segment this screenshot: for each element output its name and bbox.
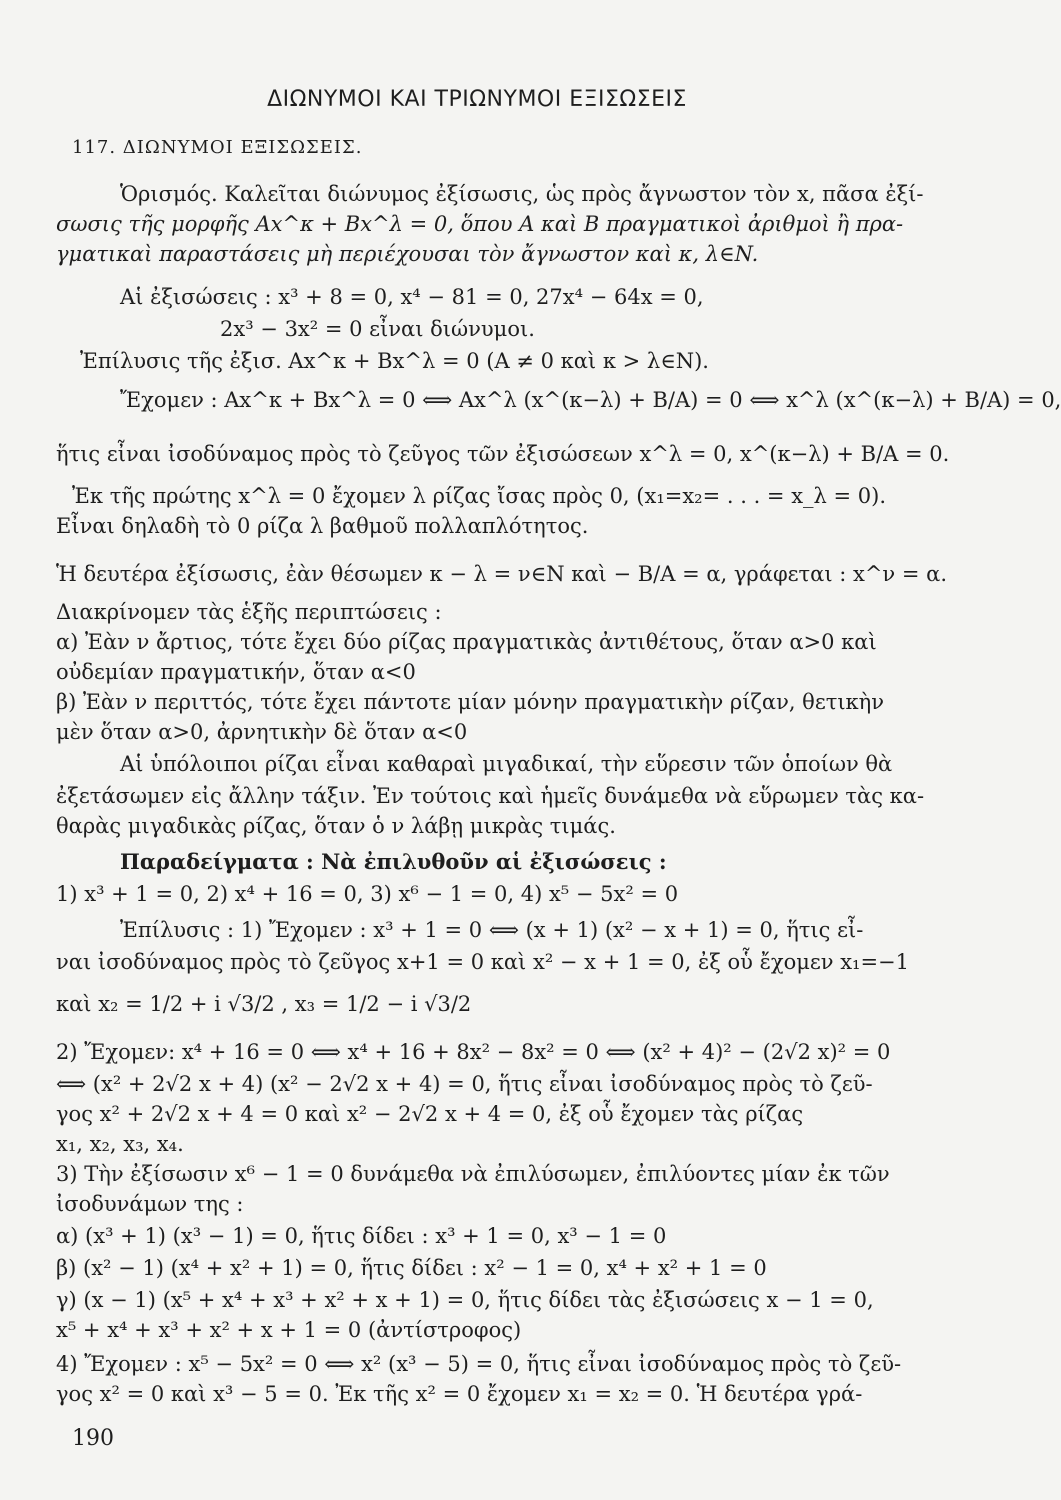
examples-line-2: 2x³ − 3x² = 0 εἶναι διώνυμοι. — [220, 317, 535, 341]
derivation-line-1: Ἔχομεν : Ax^κ + Bx^λ = 0 ⟺ Ax^λ (x^(κ−λ) + B/A) = 0 ⟺ x^λ (x^(κ−λ) + B/A) = 0, — [120, 388, 1061, 412]
solution-3-case-a: α) (x³ + 1) (x³ − 1) = 0, ἥτις δίδει : x³ + 1 = 0, x³ − 1 = 0 — [56, 1224, 667, 1248]
solution-4-line-2: γος x² = 0 καὶ x³ − 5 = 0. Ἐκ τῆς x² = 0 ἔχομεν x₁ = x₂ = 0. Ἡ δευτέρα γρά- — [56, 1382, 863, 1406]
derivation-line-5: Ἡ δευτέρα ἐξίσωσις, ἐὰν θέσωμεν κ − λ = ν∈N καὶ − B/A = α, γράφεται : x^ν = α. — [56, 562, 948, 586]
solution-4-line-1: 4) Ἔχομεν : x⁵ − 5x² = 0 ⟺ x² (x³ − 5) = 0, ἥτις εἶναι ἰσοδύναμος πρὸς τὸ ζεῦ- — [56, 1352, 902, 1376]
section-heading: 117. ΔΙΩΝΥΜΟΙ ΕΞΙΣΩΣΕΙΣ. — [72, 137, 363, 158]
case-b-line-1: β) Ἐὰν ν περιττός, τότε ἔχει πάντοτε μίαν μόνην πραγματικὴν ρίζαν, θετικὴν — [56, 690, 885, 714]
solution-2-line-3: γος x² + 2√2 x + 4 = 0 καὶ x² − 2√2 x + 4 = 0, ἐξ οὗ ἔχομεν τὰς ρίζας — [56, 1102, 804, 1126]
derivation-line-2: ἥτις εἶναι ἰσοδύναμος πρὸς τὸ ζεῦγος τῶν ἐξισώσεων x^λ = 0, x^(κ−λ) + B/A = 0. — [56, 442, 950, 466]
complex-note-line-1: Αἱ ὑπόλοιποι ρίζαι εἶναι καθαραὶ μιγαδικαί, τὴν εὕρεσιν τῶν ὁποίων θὰ — [120, 752, 893, 776]
solution-1-line-3: καὶ x₂ = 1/2 + i √3/2 , x₃ = 1/2 − i √3/2 — [56, 992, 472, 1016]
examples-line-1: Αἱ ἐξισώσεις : x³ + 8 = 0, x⁴ − 81 = 0, 27x⁴ − 64x = 0, — [120, 285, 704, 309]
complex-note-line-2: ἐξετάσωμεν εἰς ἄλλην τάξιν. Ἐν τούτοις καὶ ἡμεῖς δυνάμεθα νὰ εὕρωμεν τὰς κα- — [56, 784, 925, 808]
solution-2-line-1: 2) Ἔχομεν: x⁴ + 16 = 0 ⟺ x⁴ + 16 + 8x² − 8x² = 0 ⟺ (x² + 4)² − (2√2 x)² = 0 — [56, 1040, 891, 1064]
complex-note-line-3: θαρὰς μιγαδικὰς ρίζας, ὅταν ὁ ν λάβῃ μικρὰς τιμάς. — [56, 814, 616, 838]
examples-list: 1) x³ + 1 = 0, 2) x⁴ + 16 = 0, 3) x⁶ − 1 = 0, 4) x⁵ − 5x² = 0 — [56, 882, 679, 906]
case-a-line-2: οὐδεμίαν πραγματικήν, ὅταν α<0 — [56, 660, 416, 684]
solution-1-line-1: Ἐπίλυσις : 1) Ἔχομεν : x³ + 1 = 0 ⟺ (x + 1) (x² − x + 1) = 0, ἥτις εἶ- — [120, 918, 864, 942]
solution-3-line-2: ἰσοδυνάμων της : — [56, 1192, 244, 1216]
definition-line-2: σωσις τῆς μορφῆς Ax^κ + Bx^λ = 0, ὅπου A καὶ B πραγματικοὶ ἀριθμοὶ ἢ πρα- — [56, 212, 904, 236]
chapter-title: ΔΙΩΝΥΜΟΙ ΚΑΙ ΤΡΙΩΝΥΜΟΙ ΕΞΙΣΩΣΕΙΣ — [267, 87, 687, 112]
examples-heading: Παραδείγματα : Νὰ ἐπιλυθοῦν αἱ ἐξισώσεις : — [120, 849, 667, 874]
solution-3-case-b: β) (x² − 1) (x⁴ + x² + 1) = 0, ἥτις δίδει : x² − 1 = 0, x⁴ + x² + 1 = 0 — [56, 1256, 767, 1280]
definition-line-3: γματικαὶ παραστάσεις μὴ περιέχουσαι τὸν ἄγνωστον καὶ κ, λ∈N. — [56, 242, 759, 266]
case-b-line-2: μὲν ὅταν α>0, ἀρνητικὴν δὲ ὅταν α<0 — [56, 720, 468, 744]
solution-3-case-c-line-2: x⁵ + x⁴ + x³ + x² + x + 1 = 0 (ἀντίστροφος) — [56, 1318, 522, 1342]
derivation-line-4: Εἶναι δηλαδὴ τὸ 0 ρίζα λ βαθμοῦ πολλαπλότητος. — [56, 514, 589, 538]
case-a-line-1: α) Ἐὰν ν ἄρτιος, τότε ἔχει δύο ρίζας πραγματικὰς ἀντιθέτους, ὅταν α>0 καὶ — [56, 630, 877, 654]
solution-1-line-2: ναι ἰσοδύναμος πρὸς τὸ ζεῦγος x+1 = 0 καὶ x² − x + 1 = 0, ἐξ οὗ ἔχομεν x₁=−1 — [56, 950, 910, 974]
page-number: 190 — [72, 1426, 114, 1451]
cases-intro: Διακρίνομεν τὰς ἑξῆς περιπτώσεις : — [56, 600, 442, 624]
solution-2-line-4: x₁, x₂, x₃, x₄. — [56, 1132, 184, 1156]
derivation-line-3: Ἐκ τῆς πρώτης x^λ = 0 ἔχομεν λ ρίζας ἴσας πρὸς 0, (x₁=x₂= . . . = x_λ = 0). — [72, 484, 887, 508]
solution-heading: Ἐπίλυσις τῆς ἐξισ. Ax^κ + Bx^λ = 0 (A ≠ 0 καὶ κ > λ∈N). — [80, 349, 709, 373]
solution-3-case-c-line-1: γ) (x − 1) (x⁵ + x⁴ + x³ + x² + x + 1) = 0, ἥτις δίδει τὰς ἐξισώσεις x − 1 = 0, — [56, 1288, 874, 1312]
solution-3-line-1: 3) Τὴν ἐξίσωσιν x⁶ − 1 = 0 δυνάμεθα νὰ ἐπιλύσωμεν, ἐπιλύοντες μίαν ἐκ τῶν — [56, 1162, 890, 1186]
definition-line-1: Ὁρισμός. Καλεῖται διώνυμος ἐξίσωσις, ὡς πρὸς ἄγνωστον τὸν x, πᾶσα ἐξί- — [120, 182, 924, 206]
solution-2-line-2: ⟺ (x² + 2√2 x + 4) (x² − 2√2 x + 4) = 0, ἥτις εἶναι ἰσοδύναμος πρὸς τὸ ζεῦ- — [56, 1072, 873, 1096]
